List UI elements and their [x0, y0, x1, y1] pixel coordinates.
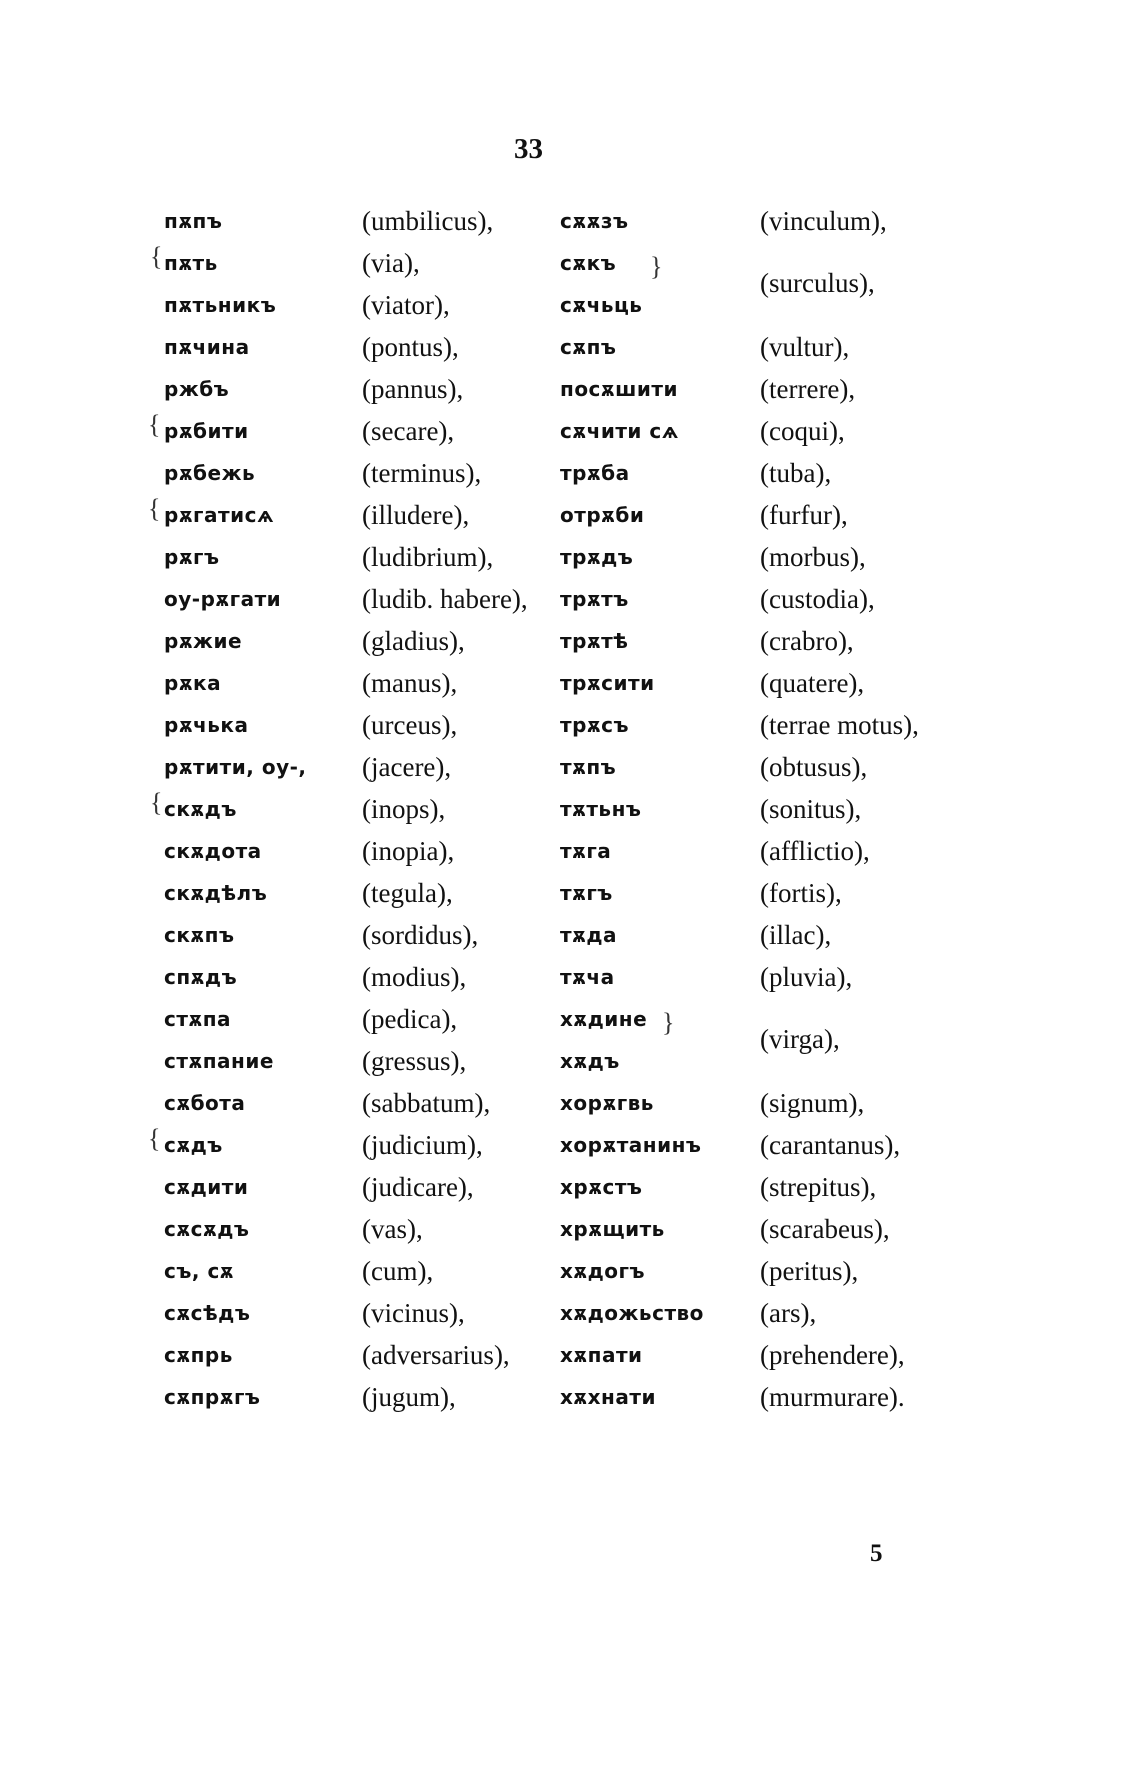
- slavonic-word-left: рѫка: [164, 671, 222, 695]
- latin-gloss-right: (custodia),: [760, 584, 875, 614]
- glossary-row: [0, 830, 1140, 872]
- latin-gloss-right: (scarabeus),: [760, 1214, 890, 1244]
- slavonic-word-right: хѫдогъ: [560, 1259, 646, 1283]
- slavonic-word-right: сѫѫзъ: [560, 209, 629, 233]
- latin-gloss-left: (adversarius),: [362, 1340, 510, 1370]
- slavonic-word-right: хрѫстъ: [560, 1175, 643, 1199]
- glossary-row: [0, 914, 1140, 956]
- latin-gloss-left: (inopia),: [362, 836, 455, 866]
- slavonic-word-left: скѫдѣлъ: [164, 881, 268, 905]
- slavonic-word-left: рѫгатисѧ: [164, 503, 275, 527]
- slavonic-word-left: рѫбежь: [164, 461, 256, 485]
- slavonic-word-left: скѫпъ: [164, 923, 235, 947]
- glossary-row: [0, 872, 1140, 914]
- glossary-row: [0, 662, 1140, 704]
- latin-gloss-right: (peritus),: [760, 1256, 859, 1286]
- latin-gloss-right: (quatere),: [760, 668, 865, 698]
- slavonic-word-right: хорѫтанинъ: [560, 1133, 702, 1157]
- latin-gloss-right: (virga),: [760, 1024, 840, 1054]
- latin-gloss-right: (sonitus),: [760, 794, 862, 824]
- latin-gloss-right: (morbus),: [760, 542, 866, 572]
- latin-gloss-right: (prehendere),: [760, 1340, 905, 1370]
- latin-gloss-left: (jugum),: [362, 1382, 456, 1412]
- slavonic-word-right: хѫхнати: [560, 1385, 656, 1409]
- slavonic-word-left: съ, сѫ: [164, 1259, 235, 1283]
- latin-gloss-left: (sordidus),: [362, 920, 479, 950]
- slavonic-word-left: сѫсѫдъ: [164, 1217, 250, 1241]
- group-brace: {: [148, 410, 161, 439]
- slavonic-word-left: ржбъ: [164, 377, 230, 401]
- slavonic-word-right: отрѫби: [560, 503, 645, 527]
- latin-gloss-right: (pluvia),: [760, 962, 853, 992]
- signature-mark: 5: [870, 1540, 883, 1567]
- slavonic-word-left: сѫдити: [164, 1175, 249, 1199]
- slavonic-word-left: рѫтити, оу-,: [164, 755, 307, 779]
- slavonic-word-right: тѫга: [560, 839, 612, 863]
- latin-gloss-right: (murmurare).: [760, 1382, 905, 1412]
- latin-gloss-right: (afflictio),: [760, 836, 870, 866]
- slavonic-word-right: тѫпъ: [560, 755, 617, 779]
- latin-gloss-left: (vicinus),: [362, 1298, 465, 1328]
- glossary-row: [0, 536, 1140, 578]
- glossary-row: [0, 956, 1140, 998]
- latin-gloss-left: (ludibrium),: [362, 542, 494, 572]
- latin-gloss-right: (vultur),: [760, 332, 850, 362]
- slavonic-word-right: сѫпъ: [560, 335, 617, 359]
- slavonic-word-right: хрѫщить: [560, 1217, 665, 1241]
- slavonic-word-right: тѫгъ: [560, 881, 613, 905]
- latin-gloss-left: (ludib. habere),: [362, 584, 528, 614]
- latin-gloss-left: (modius),: [362, 962, 467, 992]
- slavonic-word-right: посѫшити: [560, 377, 679, 401]
- glossary-row: [0, 1040, 1140, 1082]
- glossary-row: [0, 1250, 1140, 1292]
- slavonic-word-left: сѫдъ: [164, 1133, 223, 1157]
- glossary-row: [0, 1292, 1140, 1334]
- latin-gloss-right: (coqui),: [760, 416, 845, 446]
- latin-gloss-right: (strepitus),: [760, 1172, 877, 1202]
- slavonic-word-left: рѫчька: [164, 713, 249, 737]
- slavonic-word-left: сѫпрѫгъ: [164, 1385, 261, 1409]
- latin-gloss-left: (pannus),: [362, 374, 464, 404]
- glossary-row: [0, 200, 1140, 242]
- glossary-row: [0, 704, 1140, 746]
- group-brace: {: [150, 788, 163, 817]
- glossary-row: [0, 242, 1140, 298]
- latin-gloss-left: (pontus),: [362, 332, 459, 362]
- latin-gloss-left: (inops),: [362, 794, 446, 824]
- latin-gloss-left: (gladius),: [362, 626, 465, 656]
- slavonic-word-right: сѫчьць: [560, 293, 643, 317]
- latin-gloss-right: (furfur),: [760, 500, 848, 530]
- slavonic-word-right: трѫдъ: [560, 545, 634, 569]
- glossary-row: [0, 620, 1140, 662]
- latin-gloss-right: (vinculum),: [760, 206, 887, 236]
- latin-gloss-right: (surculus),: [760, 268, 875, 298]
- glossary-row: [0, 1376, 1140, 1418]
- glossary-row: [0, 1208, 1140, 1250]
- group-brace: {: [148, 494, 161, 523]
- latin-gloss-right: (tuba),: [760, 458, 832, 488]
- latin-gloss-left: (judicare),: [362, 1172, 474, 1202]
- latin-gloss-left: (tegula),: [362, 878, 453, 908]
- slavonic-word-left: сѫбота: [164, 1091, 246, 1115]
- latin-gloss-left: (judicium),: [362, 1130, 483, 1160]
- glossary-row: [0, 494, 1140, 536]
- slavonic-word-left: сѫпрь: [164, 1343, 233, 1367]
- slavonic-word-right: трѫтѣ: [560, 629, 629, 653]
- latin-gloss-right: (terrae motus),: [760, 710, 919, 740]
- latin-gloss-left: (via),: [362, 248, 420, 278]
- slavonic-word-left: оу-рѫгати: [164, 587, 282, 611]
- glossary-row: [0, 998, 1140, 1054]
- slavonic-word-right: сѫкъ: [560, 251, 617, 275]
- latin-gloss-left: (secare),: [362, 416, 455, 446]
- glossary-row: [0, 368, 1140, 410]
- slavonic-word-right: хѫдожьство: [560, 1301, 704, 1325]
- latin-gloss-right: (terrere),: [760, 374, 856, 404]
- slavonic-word-left: стѫпа: [164, 1007, 232, 1031]
- latin-gloss-left: (urceus),: [362, 710, 458, 740]
- glossary-row: [0, 1124, 1140, 1166]
- slavonic-word-left: пѫчина: [164, 335, 250, 359]
- slavonic-word-left: скѫдъ: [164, 797, 237, 821]
- latin-gloss-right: (obtusus),: [760, 752, 868, 782]
- glossary-row: [0, 746, 1140, 788]
- latin-gloss-left: (vas),: [362, 1214, 423, 1244]
- slavonic-word-left: стѫпание: [164, 1049, 274, 1073]
- latin-gloss-right: (fortis),: [760, 878, 842, 908]
- latin-gloss-right: (ars),: [760, 1298, 817, 1328]
- latin-gloss-left: (pedica),: [362, 1004, 458, 1034]
- latin-gloss-left: (jacere),: [362, 752, 452, 782]
- glossary-row: [0, 1082, 1140, 1124]
- group-brace: }: [662, 1008, 675, 1037]
- glossary-row: [0, 578, 1140, 620]
- glossary-row: [0, 284, 1140, 326]
- slavonic-word-right: хѫдине: [560, 1007, 648, 1031]
- glossary-row: [0, 788, 1140, 830]
- latin-gloss-right: (illac),: [760, 920, 832, 950]
- latin-gloss-left: (manus),: [362, 668, 458, 698]
- slavonic-word-right: сѫчити сѧ: [560, 419, 679, 443]
- glossary-row: [0, 1166, 1140, 1208]
- latin-gloss-right: (crabro),: [760, 626, 854, 656]
- slavonic-word-left: пѫть: [164, 251, 218, 275]
- latin-gloss-left: (viator),: [362, 290, 450, 320]
- slavonic-word-right: трѫба: [560, 461, 630, 485]
- latin-gloss-left: (illudere),: [362, 500, 470, 530]
- glossary-columns: [0, 200, 1140, 1440]
- group-brace: }: [650, 252, 663, 281]
- glossary-row: [0, 452, 1140, 494]
- slavonic-word-right: тѫда: [560, 923, 617, 947]
- slavonic-word-left: сѫсѣдъ: [164, 1301, 251, 1325]
- slavonic-word-right: трѫсити: [560, 671, 655, 695]
- slavonic-word-right: трѫтъ: [560, 587, 629, 611]
- latin-gloss-left: (gressus),: [362, 1046, 467, 1076]
- group-brace: {: [150, 242, 163, 271]
- latin-gloss-left: (umbilicus),: [362, 206, 494, 236]
- slavonic-word-left: рѫжие: [164, 629, 243, 653]
- glossary-row: [0, 326, 1140, 368]
- slavonic-word-right: хѫпати: [560, 1343, 643, 1367]
- latin-gloss-left: (sabbatum),: [362, 1088, 491, 1118]
- slavonic-word-right: хорѫгвь: [560, 1091, 654, 1115]
- slavonic-word-left: рѫбити: [164, 419, 249, 443]
- slavonic-word-right: хѫдъ: [560, 1049, 620, 1073]
- slavonic-word-left: спѫдъ: [164, 965, 238, 989]
- slavonic-word-left: пѫтьникъ: [164, 293, 277, 317]
- glossary-row: [0, 1334, 1140, 1376]
- latin-gloss-left: (cum),: [362, 1256, 434, 1286]
- latin-gloss-right: (carantanus),: [760, 1130, 901, 1160]
- glossary-row: [0, 410, 1140, 452]
- latin-gloss-left: (terminus),: [362, 458, 482, 488]
- slavonic-word-left: рѫгъ: [164, 545, 220, 569]
- slavonic-word-left: пѫпъ: [164, 209, 223, 233]
- slavonic-word-right: тѫтьнъ: [560, 797, 642, 821]
- group-brace: {: [148, 1124, 161, 1153]
- slavonic-word-right: тѫча: [560, 965, 615, 989]
- page-number: 33: [514, 133, 543, 165]
- slavonic-word-right: трѫсъ: [560, 713, 630, 737]
- latin-gloss-right: (signum),: [760, 1088, 865, 1118]
- slavonic-word-left: скѫдота: [164, 839, 262, 863]
